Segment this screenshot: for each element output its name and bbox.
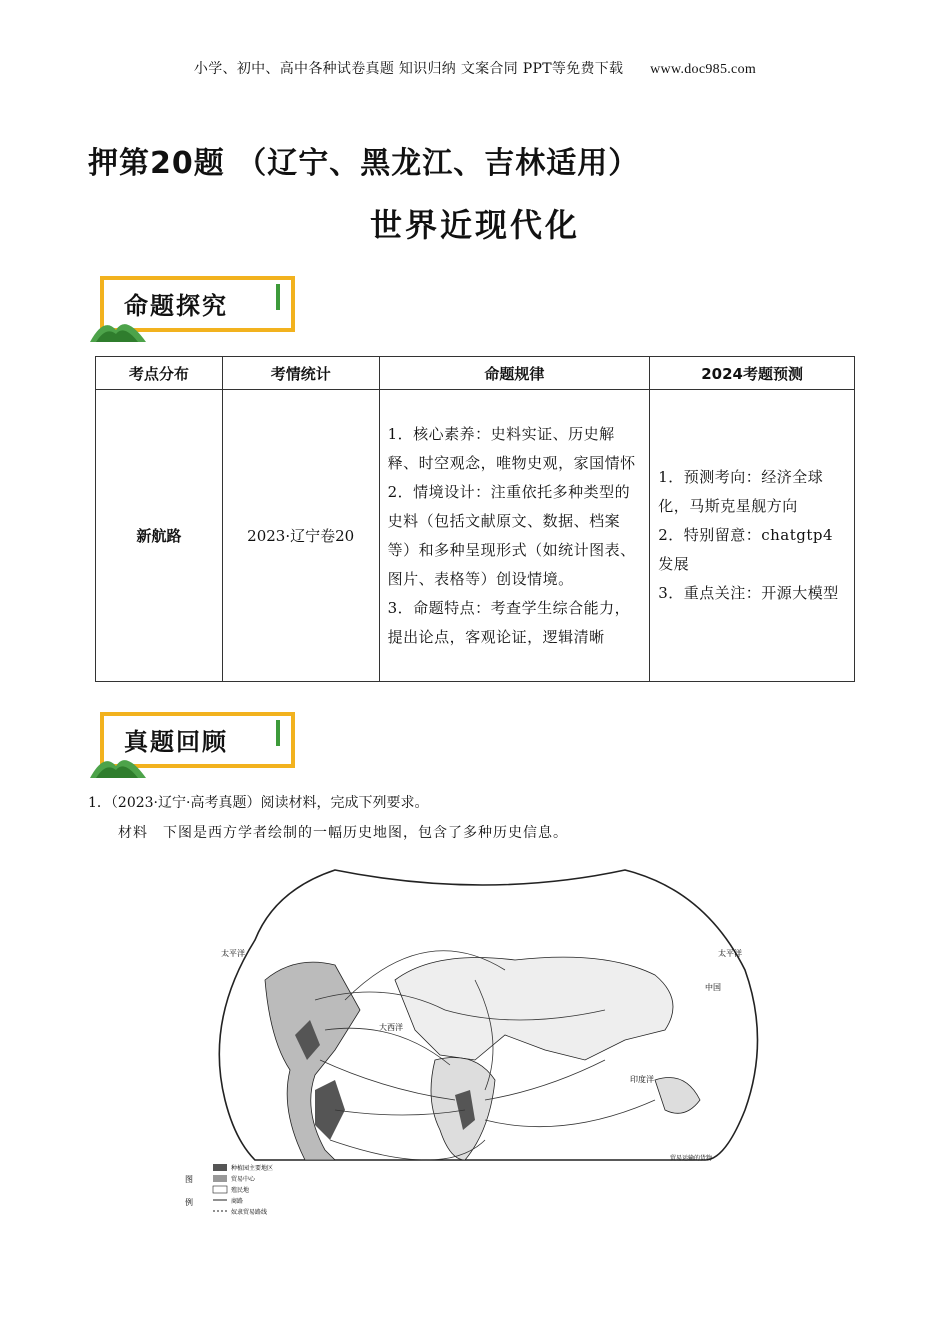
badge-accent: [276, 720, 280, 746]
section-label: 命题探究: [124, 292, 228, 320]
world-map-image: [185, 860, 775, 1250]
header-cell: 2024考题预测: [650, 357, 855, 390]
map-label-indian: 印度洋: [630, 1075, 654, 1084]
legend-item: 奴隶贸易路线: [231, 1209, 268, 1216]
page-title: 押第20题 （辽宁、黑龙江、吉林适用）: [88, 146, 640, 181]
header-cell: 考情统计: [222, 357, 379, 390]
section-badge-review: [90, 712, 295, 778]
question-number: 1．: [88, 795, 111, 811]
legend-item: 种植园主要地区: [231, 1165, 274, 1172]
table-header-row: [96, 357, 855, 390]
table-row: [96, 390, 855, 682]
map-label-china: 中国: [705, 983, 721, 992]
question-line: [88, 792, 428, 812]
prediction-item: 1．预测考向：经济全球化，马斯克星舰方向: [658, 468, 824, 515]
prediction-item: 2．特别留意：chatgtp4发展: [658, 526, 834, 573]
material-text: 材料 下图是西方学者绘制的一幅历史地图，包含了多种历史信息。: [118, 825, 568, 841]
header-banner: 小学、初中、高中各种试卷真题 知识归纳 文案合同 PPT等免费下载: [193, 61, 624, 77]
map-label-pacific-right: 太平洋: [718, 949, 742, 958]
hill-icon: [90, 748, 146, 778]
prediction-cell: [650, 390, 855, 682]
map-legend-left: [213, 1164, 273, 1216]
hill-icon: [90, 312, 146, 342]
page-subtitle: 世界近现代化: [369, 206, 580, 244]
topic-cell: 新航路: [96, 390, 223, 682]
stats-cell: 2023·辽宁卷20: [222, 390, 379, 682]
badge-accent: [276, 284, 280, 310]
rule-item: 1．核心素养：史料实证、历史解释、时空观念，唯物史观，家国情怀: [387, 424, 636, 472]
exam-analysis-table: [95, 356, 855, 682]
header-cell: 考点分布: [96, 357, 223, 390]
legend-right-title: 贸易运输的货物: [670, 1155, 713, 1162]
historical-map: [185, 860, 775, 1250]
header-site[interactable]: www.doc985.com: [650, 62, 757, 77]
section-label: 真题回顾: [124, 728, 228, 756]
legend-item: 殖民地: [231, 1187, 250, 1194]
rule-item: 3．命题特点：考查学生综合能力，提出论点，客观论证，逻辑清晰: [387, 598, 631, 646]
section-badge-explore: [90, 276, 295, 342]
prediction-item: 3．重点关注：开源大模型: [658, 584, 839, 602]
document-header: [0, 58, 950, 78]
legend-item: 贸易中心: [231, 1176, 256, 1183]
legend-li: 例: [185, 1198, 193, 1207]
legend-tu: 图: [185, 1175, 193, 1184]
question-source: （2023·辽宁·高考真题）阅读材料，完成下列要求。: [110, 795, 429, 811]
map-label-pacific-left: 太平洋: [221, 949, 245, 958]
header-cell: 命题规律: [379, 357, 650, 390]
rules-cell: [379, 390, 650, 682]
rule-item: 2．情境设计：注重依托多种类型的史料（包括文献原文、数据、档案等）和多种呈现形式（如统计图表、图片、表格等）创设情境。: [387, 482, 636, 588]
map-label-atlantic: 大西洋: [379, 1023, 403, 1032]
legend-item: 商路: [231, 1198, 244, 1205]
